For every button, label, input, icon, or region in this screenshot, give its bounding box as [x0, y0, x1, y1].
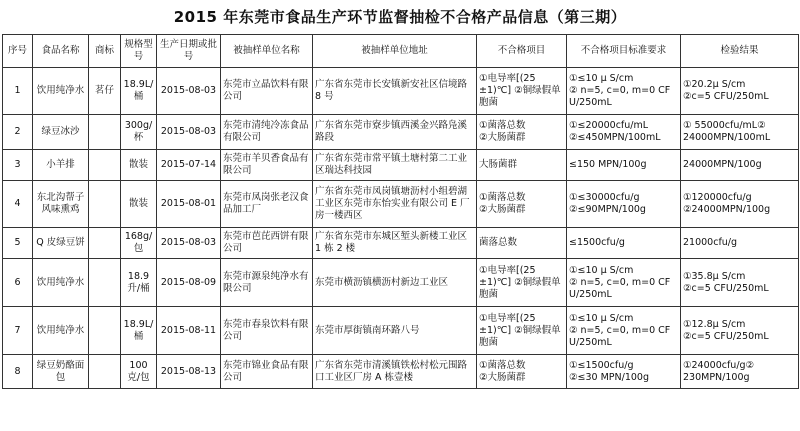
cell-spec: 168g/包	[121, 228, 157, 259]
table-row	[3, 115, 799, 150]
cell-food-name: 饮用纯净水	[33, 68, 89, 115]
cell-result: ①35.8μ S/cm ②c=5 CFU/250mL	[681, 259, 799, 307]
cell-company: 东莞市凤岗张老汉食品加工厂	[221, 181, 313, 228]
col-header-food-name: 食品名称	[33, 35, 89, 68]
cell-item: ①菌落总数 ②大肠菌群	[477, 181, 567, 228]
cell-brand	[89, 181, 121, 228]
cell-spec: 18.9 升/桶	[121, 259, 157, 307]
cell-item: ①电导率[(25±1)℃] ②铜绿假单胞菌	[477, 259, 567, 307]
cell-date: 2015-08-09	[157, 259, 221, 307]
cell-no: 3	[3, 150, 33, 181]
cell-result: ① 55000cfu/mL② 24000MPN/100mL	[681, 115, 799, 150]
cell-food-name: 东北沟帮子风味熏鸡	[33, 181, 89, 228]
cell-brand	[89, 115, 121, 150]
cell-item: 大肠菌群	[477, 150, 567, 181]
cell-item: ①菌落总数 ②大肠菌群	[477, 115, 567, 150]
cell-no: 2	[3, 115, 33, 150]
cell-brand: 茗仔	[89, 68, 121, 115]
cell-item: ①电导率[(25±1)℃] ②铜绿假单胞菌	[477, 307, 567, 355]
col-header-company: 被抽样单位名称	[221, 35, 313, 68]
col-header-address: 被抽样单位地址	[313, 35, 477, 68]
cell-item: ①菌落总数 ②大肠菌群	[477, 355, 567, 389]
cell-spec: 300g/杯	[121, 115, 157, 150]
cell-brand	[89, 150, 121, 181]
cell-date: 2015-08-01	[157, 181, 221, 228]
table-row	[3, 228, 799, 259]
cell-item: 菌落总数	[477, 228, 567, 259]
cell-result: ①120000cfu/g ②24000MPN/100g	[681, 181, 799, 228]
cell-item: ①电导率[(25±1)℃] ②铜绿假单胞菌	[477, 68, 567, 115]
cell-date: 2015-07-14	[157, 150, 221, 181]
cell-food-name: Q 皮绿豆饼	[33, 228, 89, 259]
table-row	[3, 68, 799, 115]
cell-address: 广东省东莞市长安镇新安社区信境路 8 号	[313, 68, 477, 115]
table-row	[3, 150, 799, 181]
table-row	[3, 307, 799, 355]
cell-brand	[89, 259, 121, 307]
cell-result: ①12.8μ S/cm ②c=5 CFU/250mL	[681, 307, 799, 355]
cell-result: 21000cfu/g	[681, 228, 799, 259]
cell-result: ①20.2μ S/cm ②c=5 CFU/250mL	[681, 68, 799, 115]
cell-company: 东莞市清纯冷冻食品有限公司	[221, 115, 313, 150]
cell-no: 5	[3, 228, 33, 259]
cell-standard: ①≤10 μ S/cm ② n=5, c=0, m=0 CFU/250mL	[567, 68, 681, 115]
cell-address: 东莞市厚街镇南环路八号	[313, 307, 477, 355]
cell-date: 2015-08-11	[157, 307, 221, 355]
cell-food-name: 绿豆奶酪面包	[33, 355, 89, 389]
table-row	[3, 355, 799, 389]
cell-food-name: 饮用纯净水	[33, 259, 89, 307]
cell-no: 1	[3, 68, 33, 115]
cell-no: 6	[3, 259, 33, 307]
cell-standard: ①≤30000cfu/g ②≤90MPN/100g	[567, 181, 681, 228]
cell-company: 东莞市羊贝香食品有限公司	[221, 150, 313, 181]
col-header-spec: 规格型号	[121, 35, 157, 68]
col-header-date: 生产日期或批号	[157, 35, 221, 68]
cell-company: 东莞市锦业食品有限公司	[221, 355, 313, 389]
cell-brand	[89, 307, 121, 355]
cell-no: 8	[3, 355, 33, 389]
cell-company: 东莞市芭芘西饼有限公司	[221, 228, 313, 259]
cell-standard: ①≤20000cfu/mL ②≤450MPN/100mL	[567, 115, 681, 150]
cell-address: 广东省东莞市寮步镇西溪金兴路凫溪路段	[313, 115, 477, 150]
cell-address: 东莞市横沥镇横沥村新边工业区	[313, 259, 477, 307]
cell-standard: ①≤1500cfu/g ②≤30 MPN/100g	[567, 355, 681, 389]
cell-date: 2015-08-03	[157, 68, 221, 115]
cell-address: 广东省东莞市清溪镇铁松村松元围路口工业区厂房 A 栋壹楼	[313, 355, 477, 389]
cell-company: 东莞市立晶饮料有限公司	[221, 68, 313, 115]
table-header-row	[3, 35, 799, 68]
cell-no: 7	[3, 307, 33, 355]
col-header-result: 检验结果	[681, 35, 799, 68]
nonconforming-products-table	[2, 34, 799, 389]
cell-address: 广东省东莞市凤岗镇塘沥村小组碧湖工业区东莞市东怡实业有限公司 E 厂房一楼西区	[313, 181, 477, 228]
cell-result: ①24000cfu/g② 230MPN/100g	[681, 355, 799, 389]
cell-standard: ≤1500cfu/g	[567, 228, 681, 259]
cell-date: 2015-08-03	[157, 228, 221, 259]
cell-spec: 散装	[121, 150, 157, 181]
cell-address: 广东省东莞市常平镇土塘村第二工业区瑞达科技园	[313, 150, 477, 181]
cell-spec: 100 克/包	[121, 355, 157, 389]
cell-food-name: 绿豆冰沙	[33, 115, 89, 150]
cell-spec: 18.9L/桶	[121, 307, 157, 355]
table-row	[3, 181, 799, 228]
cell-company: 东莞市春泉饮料有限公司	[221, 307, 313, 355]
col-header-item: 不合格项目	[477, 35, 567, 68]
cell-standard: ①≤10 μ S/cm ② n=5, c=0, m=0 CFU/250mL	[567, 259, 681, 307]
cell-date: 2015-08-03	[157, 115, 221, 150]
cell-food-name: 饮用纯净水	[33, 307, 89, 355]
cell-address: 广东省东莞市东城区堑头新楼工业区 1 栋 2 楼	[313, 228, 477, 259]
col-header-no: 序号	[3, 35, 33, 68]
cell-brand	[89, 355, 121, 389]
page-title: 2015 年东莞市食品生产环节监督抽检不合格产品信息（第三期）	[173, 8, 627, 26]
cell-standard: ①≤10 μ S/cm ② n=5, c=0, m=0 CFU/250mL	[567, 307, 681, 355]
col-header-standard: 不合格项目标准要求	[567, 35, 681, 68]
cell-company: 东莞市源泉纯净水有限公司	[221, 259, 313, 307]
cell-no: 4	[3, 181, 33, 228]
cell-spec: 18.9L/桶	[121, 68, 157, 115]
col-header-brand: 商标	[89, 35, 121, 68]
table-row	[3, 259, 799, 307]
cell-date: 2015-08-13	[157, 355, 221, 389]
cell-spec: 散装	[121, 181, 157, 228]
cell-brand	[89, 228, 121, 259]
cell-food-name: 小羊排	[33, 150, 89, 181]
cell-result: 24000MPN/100g	[681, 150, 799, 181]
cell-standard: ≤150 MPN/100g	[567, 150, 681, 181]
